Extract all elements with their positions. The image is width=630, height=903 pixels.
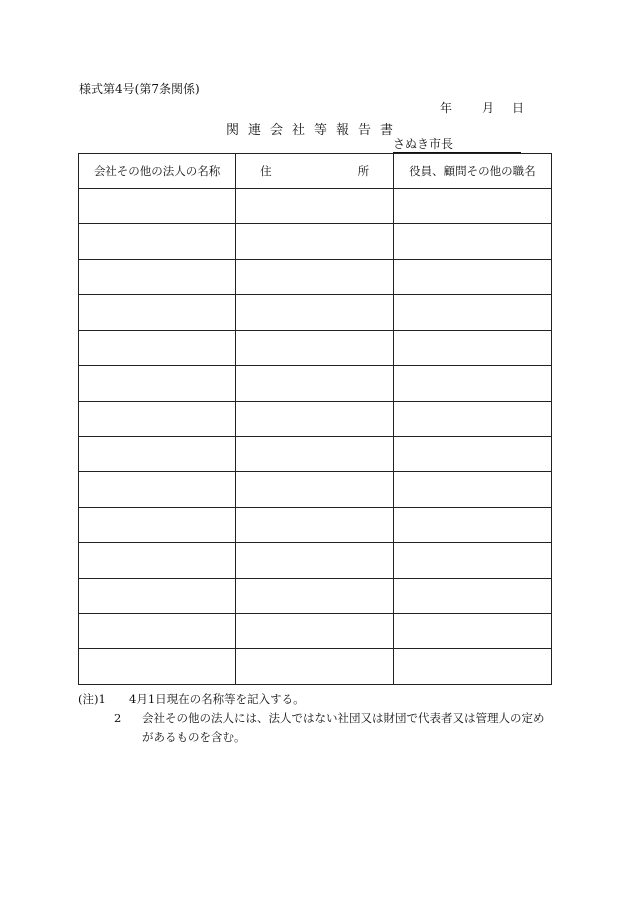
position-cell[interactable] [393, 543, 551, 578]
header-address-part1: 住 [260, 164, 272, 178]
address-cell[interactable] [236, 224, 394, 259]
table-row [79, 366, 552, 401]
note-2-number: 2 [114, 711, 122, 725]
company-name-cell[interactable] [79, 401, 236, 436]
address-cell[interactable] [236, 578, 394, 613]
address-cell[interactable] [236, 330, 394, 365]
position-cell[interactable] [393, 578, 551, 613]
table-row [79, 295, 552, 330]
header-address-part2: 所 [357, 164, 370, 178]
month-label: 月 [482, 101, 495, 115]
address-cell[interactable] [236, 189, 394, 224]
date-line [440, 99, 524, 116]
table-header-row [79, 154, 552, 189]
report-table [78, 153, 552, 685]
company-name-cell[interactable] [79, 366, 236, 401]
position-cell[interactable] [393, 189, 551, 224]
table-row [79, 649, 552, 685]
company-name-cell[interactable] [79, 436, 236, 471]
table-row [79, 472, 552, 507]
table-row [79, 543, 552, 578]
address-cell[interactable] [236, 366, 394, 401]
notes [78, 690, 552, 747]
table-row [79, 436, 552, 471]
table-row [79, 401, 552, 436]
position-cell[interactable] [393, 614, 551, 649]
address-cell[interactable] [236, 472, 394, 507]
position-cell[interactable] [393, 401, 551, 436]
table-row [79, 614, 552, 649]
table-row [79, 330, 552, 365]
company-name-cell[interactable] [79, 224, 236, 259]
company-name-cell[interactable] [79, 578, 236, 613]
company-name-cell[interactable] [79, 295, 236, 330]
position-cell[interactable] [393, 259, 551, 294]
header-company-name: 会社その他の法人の名称 [79, 154, 236, 189]
company-name-cell[interactable] [79, 330, 236, 365]
note-prefix: (注)1 [78, 692, 106, 706]
company-name-cell[interactable] [79, 189, 236, 224]
company-name-cell[interactable] [79, 614, 236, 649]
position-cell[interactable] [393, 436, 551, 471]
position-cell[interactable] [393, 507, 551, 542]
position-cell[interactable] [393, 295, 551, 330]
note-1 [78, 690, 552, 709]
position-cell[interactable] [393, 330, 551, 365]
header-position: 役員、顧問その他の職名 [393, 154, 551, 189]
company-name-cell[interactable] [79, 507, 236, 542]
address-cell[interactable] [236, 649, 394, 685]
address-cell[interactable] [236, 436, 394, 471]
page-title: 関連会社等報告書 [226, 123, 403, 138]
position-cell[interactable] [393, 224, 551, 259]
form-number: 様式第4号(第7条関係) [79, 82, 200, 96]
table-body [79, 189, 552, 685]
company-name-cell[interactable] [79, 649, 236, 685]
company-name-cell[interactable] [79, 543, 236, 578]
position-cell[interactable] [393, 366, 551, 401]
position-cell[interactable] [393, 472, 551, 507]
table-row [79, 578, 552, 613]
day-label: 日 [512, 101, 525, 115]
company-name-cell[interactable] [79, 259, 236, 294]
year-label: 年 [440, 101, 453, 115]
table-row [79, 224, 552, 259]
note-2 [92, 709, 552, 747]
table-row [79, 507, 552, 542]
note-1-text: 4月1日現在の名称等を記入する。 [129, 692, 305, 706]
header-address [236, 154, 394, 189]
note-2-text: 会社その他の法人には、法人ではない社団又は財団で代表者又は管理人の定めがあるものを含む。 [142, 711, 545, 744]
addressee: さぬき市長 [393, 137, 521, 153]
address-cell[interactable] [236, 295, 394, 330]
table-row [79, 259, 552, 294]
address-cell[interactable] [236, 543, 394, 578]
position-cell[interactable] [393, 649, 551, 685]
address-cell[interactable] [236, 507, 394, 542]
address-cell[interactable] [236, 401, 394, 436]
table-row [79, 189, 552, 224]
address-cell[interactable] [236, 614, 394, 649]
company-name-cell[interactable] [79, 472, 236, 507]
address-cell[interactable] [236, 259, 394, 294]
